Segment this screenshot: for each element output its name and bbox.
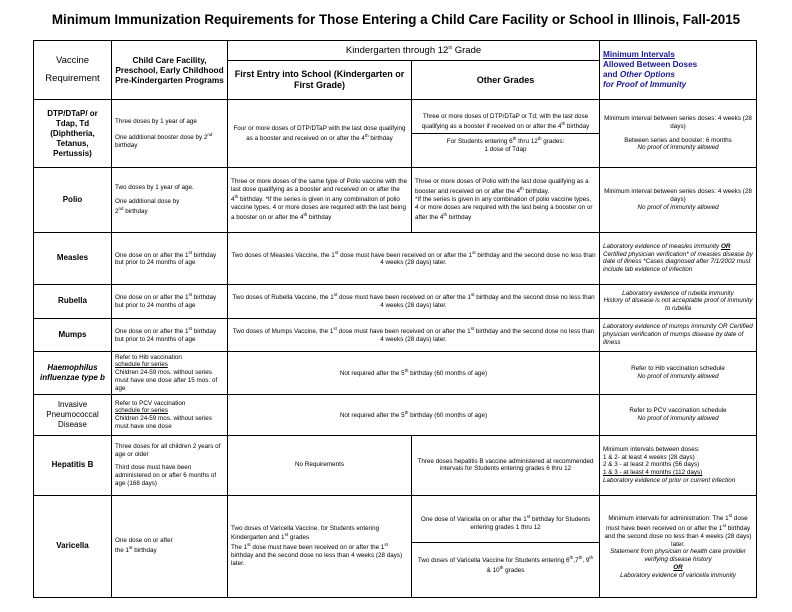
vaccine-name: Haemophilus influenzae type b [34, 352, 112, 395]
interval-cell: Minimum intervals for administration: The 1st dose must have been received on or after the 1st birthday and the second dose no less than 4 weeks (28 days) later. Statement from physician or health care provider verifying disease history OR Laboratory evidence of varicella immunity [600, 495, 757, 597]
childcare-cell: One dose on or after the 1st birthday but prior to 24 months of age [112, 233, 228, 284]
other-grades-cell: Three doses hepatitis B vaccine administered at recommended intervals for Students entering grades 6 thru 12 [412, 436, 600, 495]
childcare-cell: Three doses by 1 year of age One additional booster dose by 2nd birthday [112, 100, 228, 168]
immunization-table [33, 40, 757, 598]
vaccine-name: Mumps [34, 319, 112, 352]
interval-cell: Refer to PCV vaccination schedule No proof of immunity allowed [600, 395, 757, 436]
childcare-cell: Two doses by 1 year of age. One additional dose by 2nd birthday [112, 167, 228, 232]
row-pcv [34, 395, 757, 436]
vaccine-name: Invasive Pneumococcal Disease [34, 395, 112, 436]
interval-cell: Refer to Hib vaccination schedule No proof of immunity allowed [600, 352, 757, 395]
first-entry-cell: Three or more doses of the same type of Polio vaccine with the last dose qualifying as a booster and received on or after the 4th birthday. *If the series is given in any combination of polio vaccine types, 4 or more doses are required with the last being a booster on or after the 4th birthday [228, 167, 412, 232]
k12-cell: Two doses of Measles Vaccine, the 1st dose must have been received on or after the 1st birthday and the second dose no less than 4 weeks (28 days) later. [228, 233, 600, 284]
row-mumps [34, 319, 757, 352]
interval-cell: Laboratory evidence of rubella immunity History of disease is not acceptable proof of immunity to rubella [600, 284, 757, 319]
childcare-cell: Three doses for all children 2 years of age or older Third dose must have been administered on or after 6 months of age (168 days) [112, 436, 228, 495]
interval-cell: Laboratory evidence of mumps immunity OR Certified physician verification of mumps disease by date of illness [600, 319, 757, 352]
interval-cell: Minimum interval between series doses: 4 weeks (28 days) No proof of immunity allowed [600, 167, 757, 232]
k12-cell: Not required after the 5th birthday (60 months of age) [228, 395, 600, 436]
vaccine-name: Polio [34, 167, 112, 232]
vaccine-name: DTP/DTaP/ or Tdap, Td (Diphtheria, Tetanus, Pertussis) [34, 100, 112, 168]
row-measles [34, 233, 757, 284]
header-vaccine: Vaccine Requirement [34, 41, 112, 100]
vaccine-name: Measles [34, 233, 112, 284]
k12-cell: Not required after the 5th birthday (60 months of age) [228, 352, 600, 395]
childcare-cell: Refer to PCV vaccination schedule for series Children 24-59 mos. without series must have one dose [112, 395, 228, 436]
row-rubella [34, 284, 757, 319]
other-grades-cell: One dose of Varicella on or after the 1st birthday for Students entering grades 1 thru 12 Two doses of Varicella Vaccine for Students entering 6th,7th, 9th & 10th grades [412, 495, 600, 597]
row-hib [34, 352, 757, 395]
row-hepb [34, 436, 757, 495]
vaccine-name: Hepatitis B [34, 436, 112, 495]
row-varicella [34, 495, 757, 597]
other-grades-cell: Three or more doses of DTP/DTaP or Td; with the last dose qualifying as a booster if received on or after the 4th birthday For Students entering 6th thru 12th grades: 1 dose of Tdap [412, 100, 600, 168]
first-entry-cell: Four or more doses of DTP/DTaP with the last dose qualifying as a booster and received on or after the 4th birthday [228, 100, 412, 168]
header-min-intervals: Minimum Intervals Allowed Between Doses and Other Options for Proof of Immunity [600, 41, 757, 100]
header-k12: Kindergarten through 12th Grade [228, 41, 600, 61]
interval-cell: Minimum interval between series doses: 4 weeks (28 days) Between series and booster: 6 months No proof of immunity allowed [600, 100, 757, 168]
header-row-1 [34, 41, 757, 61]
first-entry-cell: Two doses of Varicella Vaccine, for Students entering Kindergarten and 1st grades The 1st dose must have been received on or after the 1st birthday and the second dose no less than 4 weeks (28 days) later. [228, 495, 412, 597]
childcare-cell: One dose on or after the 1st birthday [112, 495, 228, 597]
childcare-cell: Refer to Hib vaccination schedule for series Children 24-59 mos. without series must have one dose after 15 mos. of age [112, 352, 228, 395]
header-other-grades: Other Grades [412, 61, 600, 100]
pcv-schedule-link[interactable]: schedule for series [115, 407, 168, 415]
row-polio [34, 167, 757, 232]
interval-cell: Laboratory evidence of measles immunity OR Certified physician verification* of measles disease by date of illness *Cases diagnosed after 7/1/2002 must include lab evidence of infection [600, 233, 757, 284]
interval-cell: Minimum intervals between doses: 1 & 2- at least 4 weeks (28 days) 2 & 3 - at least 2 months (56 days) 1 & 3 - at least 4 months (112 days) Laboratory evidence of prior or current infection [600, 436, 757, 495]
page-title: Minimum Immunization Requirements for Those Entering a Child Care Facility or School in Illinois, Fall-2015 [51, 12, 741, 27]
childcare-cell: One dose on or after the 1st birthday but prior to 24 months of age [112, 284, 228, 319]
hib-schedule-link[interactable]: schedule for series [115, 361, 168, 369]
first-entry-cell: No Requirements [228, 436, 412, 495]
vaccine-name: Varicella [34, 495, 112, 597]
other-grades-cell: Three or more doses of Polio with the last dose qualifying as a booster and received on or after the 4th birthday. *If the series is given in any combination of polio vaccine types, 4 or more doses are required with the last being a booster on or after the 4th birthday [412, 167, 600, 232]
header-first-entry: First Entry into School (Kindergarten or First Grade) [228, 61, 412, 100]
vaccine-name: Rubella [34, 284, 112, 319]
k12-cell: Two doses of Mumps Vaccine, the 1st dose must have been received on or after the 1st birthday and the second dose no less than 4 weeks (28 days) later. [228, 319, 600, 352]
header-childcare: Child Care Facility, Preschool, Early Childhood Pre-Kindergarten Programs [112, 41, 228, 100]
row-dtp [34, 100, 757, 168]
childcare-cell: One dose on or after the 1st birthday but prior to 24 months of age [112, 319, 228, 352]
k12-cell: Two doses of Rubella Vaccine, the 1st dose must have been received on or after the 1st birthday and the second dose no less than 4 weeks (28 days) later. [228, 284, 600, 319]
